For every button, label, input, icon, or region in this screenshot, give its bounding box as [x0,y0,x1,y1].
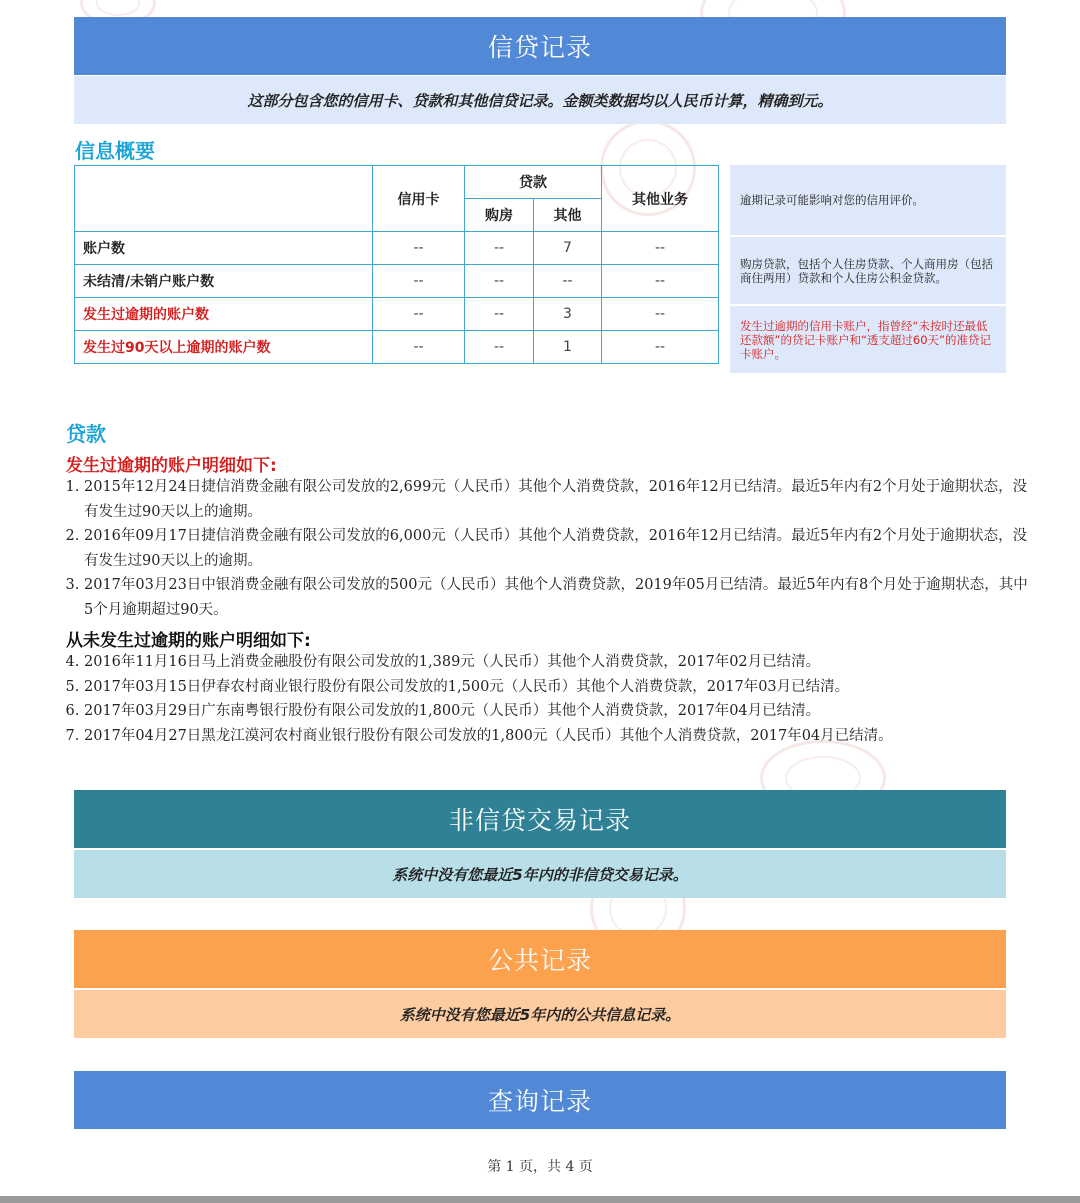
header-loan: 贷款 [465,166,602,199]
cell-other-business: -- [602,331,719,364]
list-item: 6. 2017年03月29日广东南粤银行股份有限公司发放的1,800元（人民币）其他个人消费贷款，2017年04月已结清。 [84,699,1029,724]
overdue-accounts-heading: 发生过逾期的账户明细如下: [66,456,277,476]
note-overdue-card: 发生过逾期的信用卡账户，指曾经“未按时还最低还款额”的贷记卡账户和“透支超过60天”的准贷记卡账户。 [730,306,1006,373]
header-housing: 购房 [465,199,534,232]
table-row [75,298,719,331]
summary-notes [730,165,1006,375]
header-blank [75,166,373,232]
cell-credit-card: -- [373,265,465,298]
header-other: 其他 [534,199,602,232]
table-row [75,232,719,265]
row-label: 未结清/未销户账户数 [75,265,373,298]
credit-records-note: 这部分包含您的信用卡、贷款和其他信贷记录。金额类数据均以人民币计算，精确到元。 [74,76,1006,124]
row-label: 发生过逾期的账户数 [75,298,373,331]
list-item: 2. 2016年09月17日捷信消费金融有限公司发放的6,000元（人民币）其他个人消费贷款，2016年12月已结清。最近5年内有2个月处于逾期状态，没有发生过90天以上的逾期。 [84,524,1029,573]
normal-accounts-heading: 从未发生过逾期的账户明细如下: [66,631,311,651]
list-item: 5. 2017年03月15日伊春农村商业银行股份有限公司发放的1,500元（人民币）其他个人消费贷款，2017年03月已结清。 [84,675,1029,700]
table-row [75,265,719,298]
summary-table [74,165,719,364]
cell-other-business: -- [602,232,719,265]
header-credit-card: 信用卡 [373,166,465,232]
cell-credit-card: -- [373,331,465,364]
summary-heading: 信息概要 [75,139,155,163]
bottom-edge [0,1196,1080,1203]
table-row [75,331,719,364]
page-number: 第 1 页，共 4 页 [487,1159,593,1175]
cell-other: -- [534,265,602,298]
note-overdue-impact: 逾期记录可能影响对您的信用评价。 [730,165,1006,235]
list-item: 3. 2017年03月23日中银消费金融有限公司发放的500元（人民币）其他个人消费贷款，2019年05月已结清。最近5年内有8个月处于逾期状态，其中5个月逾期超过90天。 [84,573,1029,622]
normal-accounts-list [62,650,1029,748]
overdue-accounts-list [62,475,1029,622]
row-label: 账户数 [75,232,373,265]
cell-credit-card: -- [373,232,465,265]
cell-housing: -- [465,232,534,265]
non-credit-header: 非信贷交易记录 [74,790,1006,848]
list-item: 7. 2017年04月27日黑龙江漠河农村商业银行股份有限公司发放的1,800元（人民币）其他个人消费贷款，2017年04月已结清。 [84,724,1029,749]
query-records-header: 查询记录 [74,1071,1006,1129]
header-other-business: 其他业务 [602,166,719,232]
non-credit-note: 系统中没有您最近5年内的非信贷交易记录。 [74,850,1006,898]
loans-heading: 贷款 [66,422,106,446]
cell-other: 7 [534,232,602,265]
cell-housing: -- [465,331,534,364]
cell-housing: -- [465,298,534,331]
cell-other-business: -- [602,265,719,298]
cell-credit-card: -- [373,298,465,331]
note-housing-loan: 购房贷款，包括个人住房贷款、个人商用房（包括商住两用）贷款和个人住房公积金贷款。 [730,237,1006,304]
cell-other: 1 [534,331,602,364]
cell-housing: -- [465,265,534,298]
list-item: 4. 2016年11月16日马上消费金融股份有限公司发放的1,389元（人民币）其他个人消费贷款，2017年02月已结清。 [84,650,1029,675]
row-label: 发生过90天以上逾期的账户数 [75,331,373,364]
cell-other: 3 [534,298,602,331]
list-item: 1. 2015年12月24日捷信消费金融有限公司发放的2,699元（人民币）其他个人消费贷款，2016年12月已结清。最近5年内有2个月处于逾期状态，没有发生过90天以上的逾期。 [84,475,1029,524]
credit-records-header: 信贷记录 [74,17,1006,75]
public-records-note: 系统中没有您最近5年内的公共信息记录。 [74,990,1006,1038]
public-records-header: 公共记录 [74,930,1006,988]
cell-other-business: -- [602,298,719,331]
